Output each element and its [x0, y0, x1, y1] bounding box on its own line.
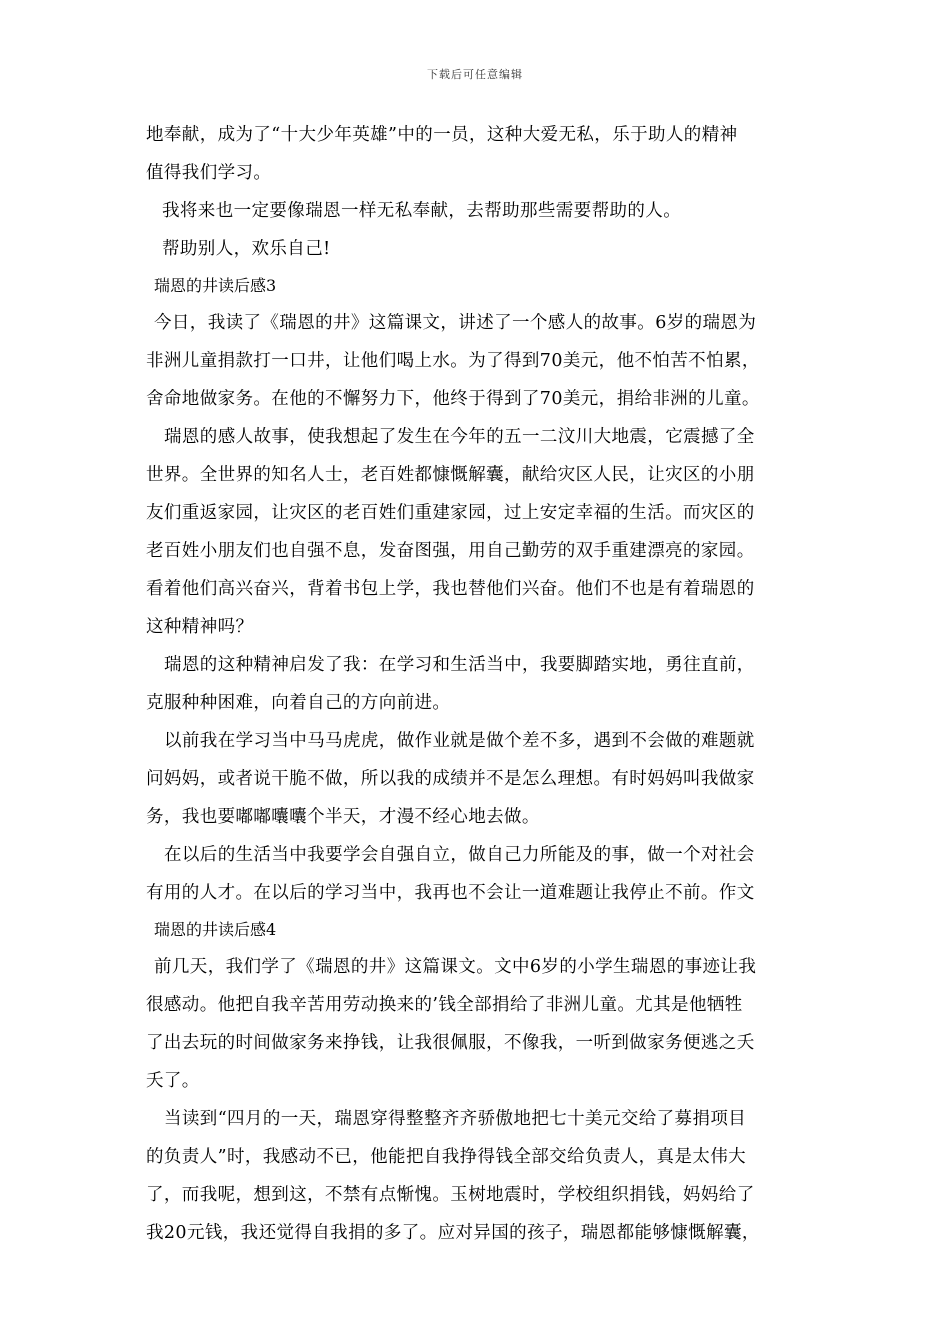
text-line: 问妈妈，或者说干脆不做，所以我的成绩并不是怎么理想。有时妈妈叫我做家: [146, 769, 755, 789]
text-line: 当读到“四月的一天，瑞恩穿得整整齐齐骄傲地把七十美元交给了募捐项目: [164, 1109, 747, 1129]
text-line: 以前我在学习当中马马虎虎，做作业就是做个差不多，遇到不会做的难题就: [164, 731, 755, 751]
text-line: 友们重返家园，让灾区的老百姓们重建家园，过上安定幸福的生活。而灾区的: [146, 503, 755, 523]
text-line: 舍命地做家务。在他的不懈努力下，他终于得到了70美元，捐给非洲的儿童。: [146, 389, 760, 409]
document-body: [146, 116, 810, 1252]
text-line: 今日，我读了《瑞恩的井》这篇课文，讲述了一个感人的故事。6岁的瑞恩为: [154, 313, 757, 333]
text-line: 前几天，我们学了《瑞恩的井》这篇课文。文中6岁的小学生瑞恩的事迹让我: [154, 957, 757, 977]
text-line: 我20元钱，我还觉得自我捐的多了。应对异国的孩子，瑞恩都能够慷慨解囊，: [146, 1223, 760, 1243]
section-heading: 瑞恩的井读后感4: [154, 920, 277, 939]
text-line: 在以后的生活当中我要学会自强自立，做自己力所能及的事，做一个对社会: [164, 845, 755, 865]
text-line: 值得我们学习。: [146, 163, 272, 183]
text-line: 帮助别人，欢乐自己!: [162, 239, 331, 259]
text-line: 瑞恩的这种精神启发了我：在学习和生活当中，我要脚踏实地，勇往直前，: [164, 655, 755, 675]
text-line: 了出去玩的时间做家务来挣钱，让我很佩服，不像我，一听到做家务便逃之夭: [146, 1033, 755, 1053]
text-line: 老百姓小朋友们也自强不息，发奋图强，用自己勤劳的双手重建漂亮的家园。: [146, 541, 755, 561]
text-line: 有用的人才。在以后的学习当中，我再也不会让一道难题让我停止不前。作文: [146, 883, 755, 903]
text-line: 的负责人”时，我感动不已，他能把自我挣得钱全部交给负责人，真是太伟大: [146, 1147, 747, 1167]
text-line: 世界。全世界的知名人士，老百姓都慷慨解囊，献给灾区人民，让灾区的小朋: [146, 465, 755, 485]
page-header-note: 下载后可任意编辑: [427, 68, 523, 81]
text-line: 克服种种困难，向着自己的方向前进。: [146, 693, 451, 713]
text-line: 务，我也要嘟嘟囔囔个半天，才漫不经心地去做。: [146, 807, 540, 827]
text-line: 地奉献，成为了“十大少年英雄”中的一员，这种大爱无私，乐于助人的精神: [146, 125, 738, 145]
text-line: 非洲儿童捐款打一口井，让他们喝上水。为了得到70美元，他不怕苦不怕累，: [146, 351, 760, 371]
text-line: 我将来也一定要像瑞恩一样无私奉献，去帮助那些需要帮助的人。: [162, 201, 682, 221]
section-heading: 瑞恩的井读后感3: [154, 276, 277, 295]
text-line: 看着他们高兴奋兴，背着书包上学，我也替他们兴奋。他们不也是有着瑞恩的: [146, 579, 755, 599]
text-line: 瑞恩的感人故事，使我想起了发生在今年的五一二汶川大地震，它震撼了全: [164, 427, 755, 447]
text-line: 夭了。: [146, 1071, 200, 1091]
text-line: 这种精神吗？: [146, 617, 254, 637]
text-line: 很感动。他把自我辛苦用劳动换来的’钱全部捐给了非洲儿童。尤其是他牺牲: [146, 995, 743, 1015]
text-line: 了，而我呢，想到这，不禁有点惭愧。玉树地震时，学校组织捐钱，妈妈给了: [146, 1185, 755, 1205]
